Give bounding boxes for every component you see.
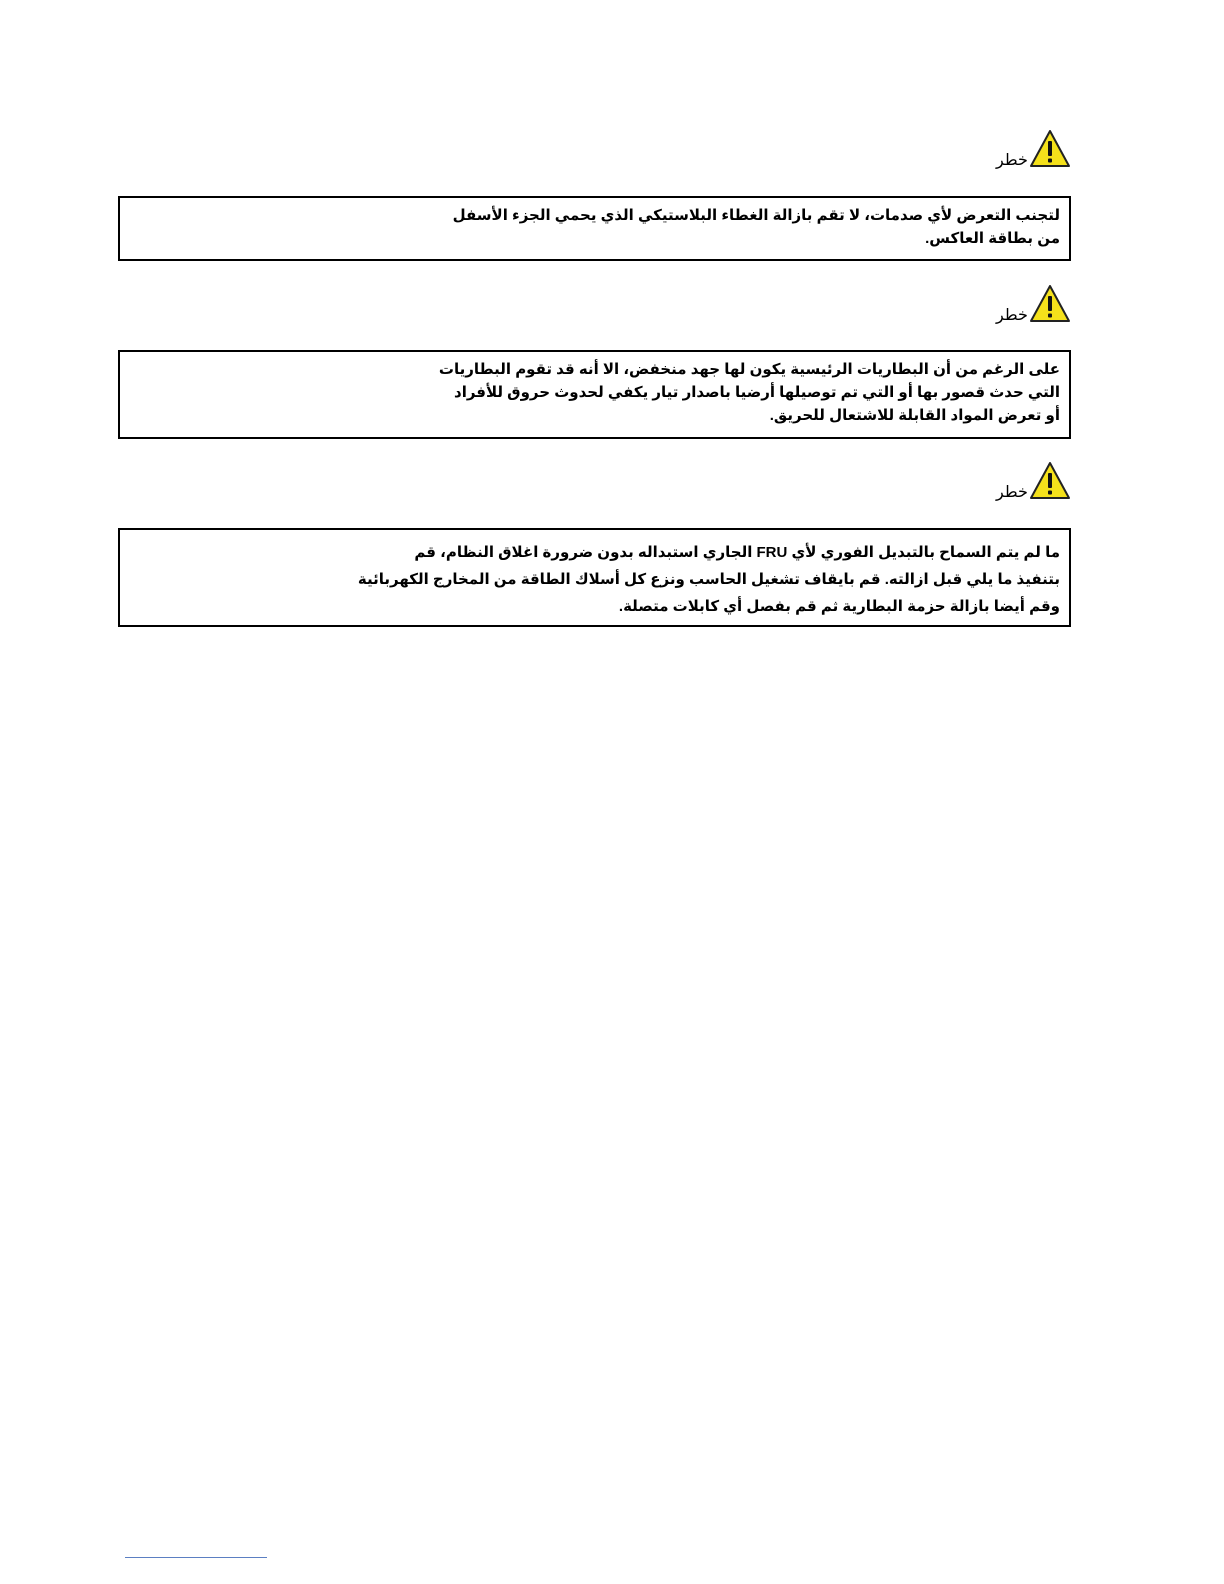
danger-notice-box-1	[118, 196, 1071, 261]
notice-line: من بطاقة العاكس.	[925, 230, 1060, 247]
danger-notice-box-2	[118, 350, 1071, 439]
danger-heading-text: خطر	[996, 484, 1028, 501]
warning-triangle-icon	[1028, 460, 1072, 502]
notice-line: التي حدث قصور بها أو التي تم توصيلها أرضيا باصدار تيار يكفي لحدوث حروق للأفراد	[454, 384, 1060, 401]
danger-heading-text: خطر	[996, 307, 1028, 324]
notice-line: بتنفيذ ما يلي قبل ازالته. قم بايقاف تشغيل الحاسب ونزع كل أسلاك الطاقة من المخارج الكهربائية	[357, 571, 1060, 588]
danger-heading-3	[990, 460, 1076, 504]
warning-triangle-icon	[1028, 283, 1072, 325]
danger-heading-1	[990, 128, 1076, 172]
notice-line: وقم أيضا بازالة حزمة البطارية ثم قم بفصل أي كابلات متصلة.	[618, 598, 1060, 615]
notice-line: على الرغم من أن البطاريات الرئيسية يكون لها جهد منخفض، الا أنه قد تقوم البطاريات	[438, 361, 1060, 378]
notice-line: لتجنب التعرض لأي صدمات، لا تقم بازالة الغطاء البلاستيكي الذي يحمي الجزء الأسفل	[452, 207, 1060, 224]
footer-divider	[125, 1557, 267, 1558]
notice-line: أو تعرض المواد القابلة للاشتعال للحريق.	[769, 407, 1060, 424]
danger-heading-text: خطر	[996, 152, 1028, 169]
notice-line: ما لم يتم السماح بالتبديل الفوري لأي FRU الجاري استبداله بدون ضرورة اغلاق النظام، قم	[414, 544, 1060, 561]
warning-triangle-icon	[1028, 128, 1072, 170]
danger-heading-2	[990, 283, 1076, 327]
danger-notice-box-3	[118, 528, 1071, 627]
